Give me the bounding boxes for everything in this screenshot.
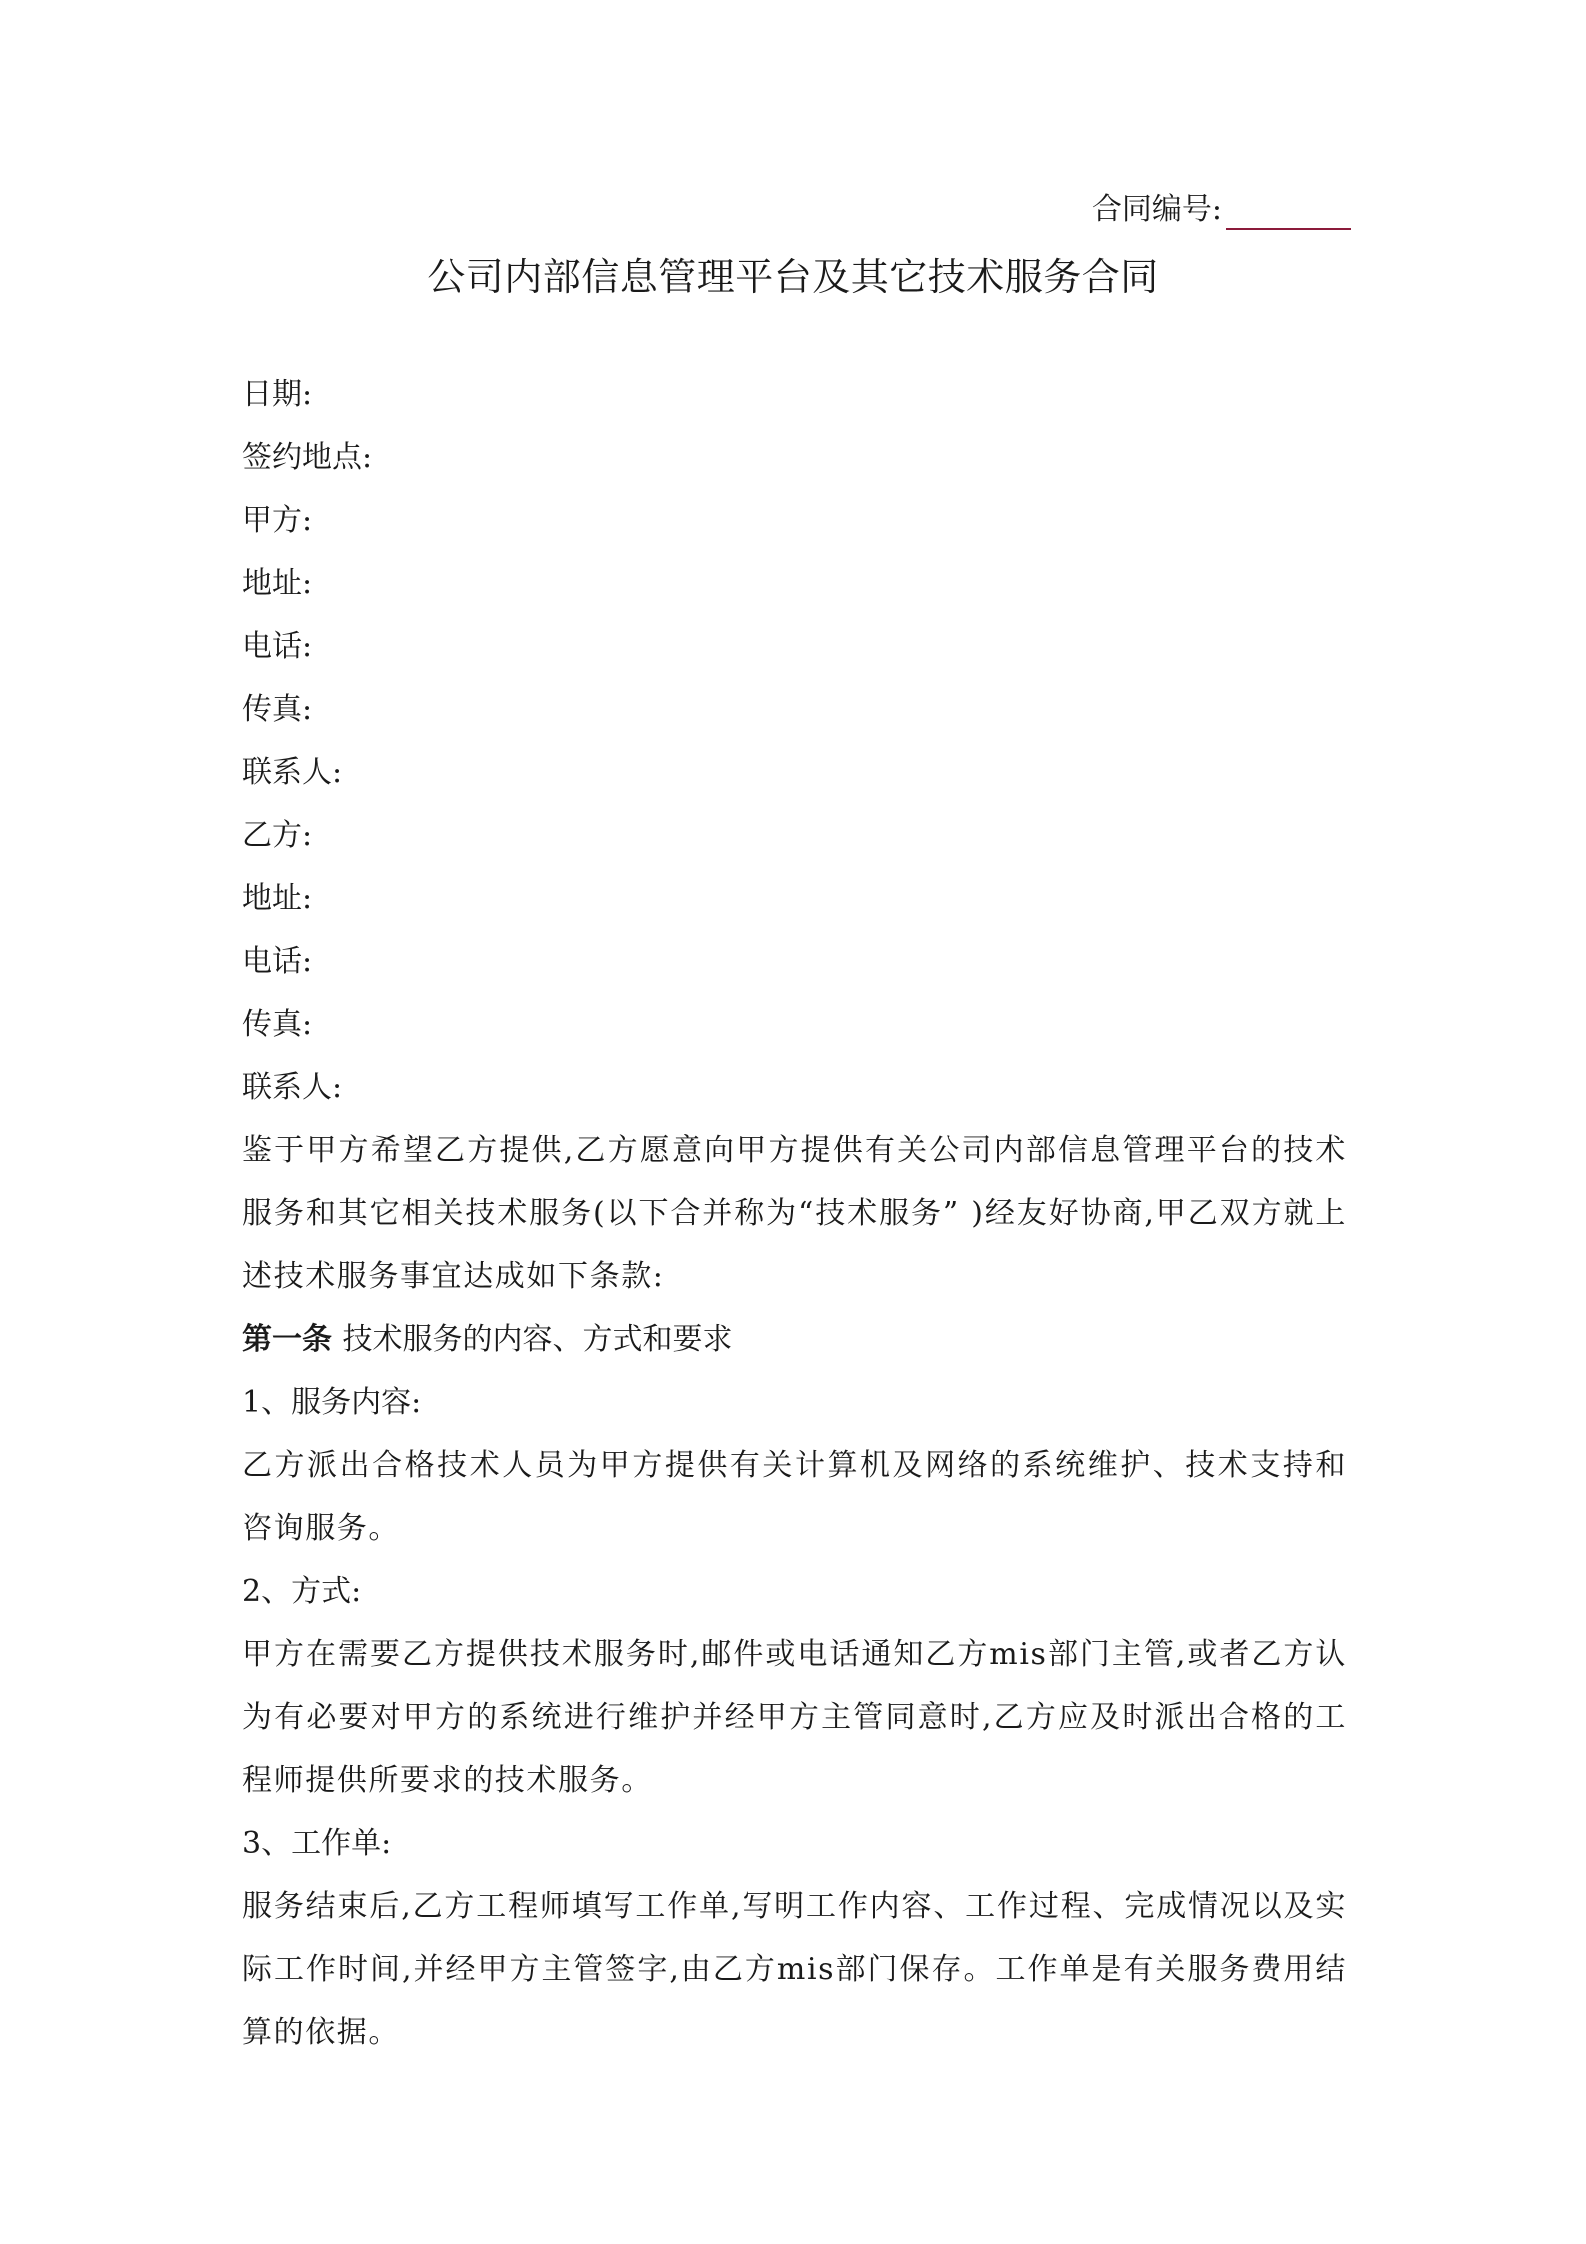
field-party-b-phone: 电话: <box>242 944 313 979</box>
document-body <box>242 363 1347 2064</box>
section-1-heading: 1、服务内容: <box>242 1385 422 1420</box>
contract-number-blank <box>1226 198 1351 230</box>
field-party-a-fax: 传真: <box>242 692 313 727</box>
field-date: 日期: <box>242 377 313 412</box>
field-party-b-address: 地址: <box>242 881 313 916</box>
field-party-a-address: 地址: <box>242 566 313 601</box>
field-party-b-fax: 传真: <box>242 1007 313 1042</box>
field-party-a: 甲方: <box>242 503 313 538</box>
contract-number <box>1092 190 1351 230</box>
section-3-heading: 3、工作单: <box>242 1826 392 1861</box>
field-party-a-phone: 电话: <box>242 629 313 664</box>
article-1-number: 第一条 <box>242 1322 332 1357</box>
field-signing-place: 签约地点: <box>242 440 373 475</box>
field-party-b: 乙方: <box>242 818 313 853</box>
preamble-paragraph: 鉴于甲方希望乙方提供,乙方愿意向甲方提供有关公司内部信息管理平台的技术服务和其它相关技术服务(以下合并称为“技术服务” )经友好协商,甲乙双方就上述技术服务事宜达成如下条款: <box>242 1133 1347 1294</box>
section-1-text: 乙方派出合格技术人员为甲方提供有关计算机及网络的系统维护、技术支持和咨询服务。 <box>242 1448 1347 1546</box>
field-party-a-contact: 联系人: <box>242 755 343 790</box>
article-1-heading <box>242 1308 1347 1371</box>
field-party-b-contact: 联系人: <box>242 1070 343 1105</box>
contract-number-label: 合同编号: <box>1091 192 1222 227</box>
section-2-heading: 2、方式: <box>242 1574 362 1609</box>
section-2-text: 甲方在需要乙方提供技术服务时,邮件或电话通知乙方mis部门主管,或者乙方认为有必要对甲方的系统进行维护并经甲方主管同意时,乙方应及时派出合格的工程师提供所要求的技术服务。 <box>242 1637 1347 1798</box>
article-1-title: 技术服务的内容、方式和要求 <box>342 1322 733 1357</box>
section-3-text: 服务结束后,乙方工程师填写工作单,写明工作内容、工作过程、完成情况以及实际工作时间,并经甲方主管签字,由乙方mis部门保存。工作单是有关服务费用结算的依据。 <box>242 1889 1347 2050</box>
document-title: 公司内部信息管理平台及其它技术服务合同 <box>427 255 1159 299</box>
